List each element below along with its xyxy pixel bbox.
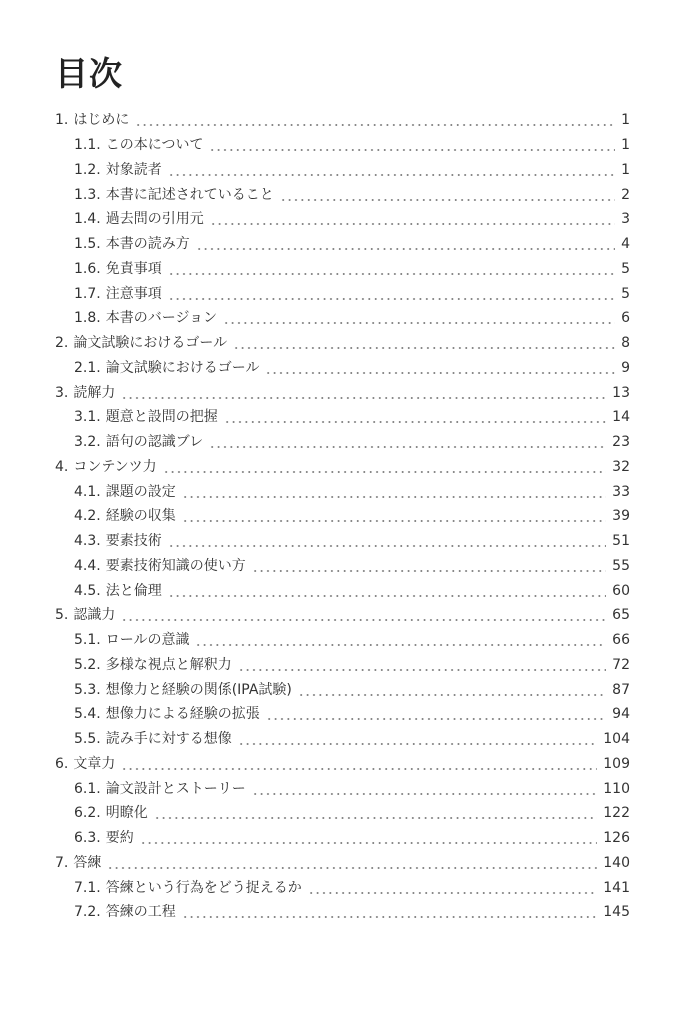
- toc-entry-number: 3.: [55, 384, 69, 401]
- toc-leader-dots: [121, 619, 606, 621]
- toc-entry-label: 本書の読み方: [105, 236, 190, 253]
- toc-section-entry[interactable]: [0, 578, 684, 603]
- toc-entry-page: 55: [612, 557, 630, 574]
- toc-entry-number: 1.8.: [74, 310, 101, 327]
- toc-entry-page: 126: [603, 830, 630, 847]
- toc-section-entry[interactable]: [0, 479, 684, 504]
- toc-entry-number: 1.5.: [74, 236, 101, 253]
- toc-section-entry[interactable]: [0, 306, 684, 331]
- toc-entry-number: 1.7.: [74, 285, 101, 302]
- toc-entry-page: 66: [612, 632, 630, 649]
- toc-section-entry[interactable]: [0, 776, 684, 801]
- toc-section-entry[interactable]: [0, 281, 684, 306]
- toc-section-entry[interactable]: [0, 801, 684, 826]
- toc-section-entry[interactable]: [0, 133, 684, 158]
- toc-entry-number: 5.4.: [74, 706, 101, 723]
- toc-entry-page: 9: [621, 359, 630, 376]
- toc-leader-dots: [154, 817, 598, 819]
- toc-entry-label: 対象読者: [105, 161, 162, 178]
- toc-entry-page: 5: [621, 285, 630, 302]
- toc-chapter-entry[interactable]: [0, 603, 684, 628]
- toc-entry-label: 答練: [73, 854, 102, 871]
- toc-entry-page: 1: [621, 137, 630, 154]
- toc-entry-number: 4.2.: [74, 508, 101, 525]
- toc-section-entry[interactable]: [0, 405, 684, 430]
- toc-section-entry[interactable]: [0, 504, 684, 529]
- toc-entry-number: 1.3.: [74, 186, 101, 203]
- toc-entry-number: 4.4.: [74, 557, 101, 574]
- toc-entry-label: 法と倫理: [105, 582, 162, 599]
- toc-leader-dots: [195, 644, 606, 646]
- toc-section-entry[interactable]: [0, 356, 684, 381]
- toc-entry-number: 1.4.: [74, 211, 101, 228]
- toc-entry-number: 7.1.: [74, 879, 101, 896]
- toc-entry-page: 2: [621, 186, 630, 203]
- toc-entry-number: 6.2.: [74, 805, 101, 822]
- toc-entry-page: 23: [612, 434, 630, 451]
- toc-entry-number: 3.1.: [74, 409, 101, 426]
- toc-leader-dots: [266, 718, 606, 720]
- toc-entry-number: 6.3.: [74, 830, 101, 847]
- toc-entry-page: 13: [612, 384, 630, 401]
- toc-entry-number: 5.3.: [74, 681, 101, 698]
- toc-entry-page: 110: [603, 780, 630, 797]
- toc-chapter-entry[interactable]: [0, 752, 684, 777]
- toc-entry-number: 6.1.: [74, 780, 101, 797]
- toc-leader-dots: [252, 570, 606, 572]
- toc-entry-label: 本書に記述されていること: [105, 186, 274, 203]
- toc-entry-label: 本書のバージョン: [105, 310, 218, 327]
- toc-entry-number: 2.: [55, 335, 69, 352]
- toc-entry-label: 論文試験におけるゴール: [73, 335, 228, 352]
- toc-entry-number: 2.1.: [74, 359, 101, 376]
- toc-leader-dots: [265, 372, 615, 374]
- toc-leader-dots: [196, 248, 615, 250]
- toc-entry-number: 7.: [55, 854, 69, 871]
- toc-leader-dots: [298, 694, 606, 696]
- toc-entry-number: 6.: [55, 755, 69, 772]
- toc-section-entry[interactable]: [0, 900, 684, 925]
- toc-leader-dots: [168, 273, 615, 275]
- toc-section-entry[interactable]: [0, 529, 684, 554]
- toc-section-entry[interactable]: [0, 232, 684, 257]
- toc-entry-page: 104: [603, 731, 630, 748]
- toc-entry-page: 39: [612, 508, 630, 525]
- toc-entry-page: 51: [612, 533, 630, 550]
- toc-entry-page: 65: [612, 607, 630, 624]
- toc-entry-number: 1.: [55, 112, 69, 129]
- toc-entry-page: 87: [612, 681, 630, 698]
- toc-entry-page: 33: [612, 483, 630, 500]
- toc-section-entry[interactable]: [0, 875, 684, 900]
- toc-entry-page: 72: [612, 656, 630, 673]
- toc-entry-number: 1.2.: [74, 161, 101, 178]
- toc-chapter-entry[interactable]: [0, 455, 684, 480]
- toc-leader-dots: [168, 545, 606, 547]
- toc-leader-dots: [223, 322, 615, 324]
- toc-entry-label: 語句の認識ブレ: [105, 434, 204, 451]
- toc-entry-page: 5: [621, 260, 630, 277]
- toc-entry-number: 4.3.: [74, 533, 101, 550]
- toc-entry-number: 5.5.: [74, 731, 101, 748]
- toc-section-entry[interactable]: [0, 182, 684, 207]
- toc-entry-page: 145: [603, 904, 630, 921]
- toc-section-entry[interactable]: [0, 430, 684, 455]
- toc-entry-label: 答練の工程: [105, 904, 176, 921]
- toc-leader-dots: [210, 223, 615, 225]
- toc-section-entry[interactable]: [0, 628, 684, 653]
- toc-leader-dots: [209, 446, 606, 448]
- toc-leader-dots: [238, 743, 598, 745]
- toc-entry-page: 8: [621, 335, 630, 352]
- toc-entry-page: 4: [621, 236, 630, 253]
- toc-section-entry[interactable]: [0, 257, 684, 282]
- toc-leader-dots: [182, 916, 598, 918]
- toc-leader-dots: [182, 496, 606, 498]
- toc-entry-label: 文章力: [73, 755, 116, 772]
- toc-section-entry[interactable]: [0, 677, 684, 702]
- toc-entry-label: 課題の設定: [105, 483, 176, 500]
- toc-chapter-entry[interactable]: [0, 108, 684, 133]
- toc-leader-dots: [238, 669, 606, 671]
- toc-entry-number: 4.1.: [74, 483, 101, 500]
- toc-entry-label: 想像力と経験の関係(IPA試験): [105, 681, 292, 698]
- toc-entry-page: 1: [621, 112, 630, 129]
- toc-entry-number: 5.: [55, 607, 69, 624]
- toc-entry-label: 多様な視点と解釈力: [105, 656, 232, 673]
- toc-leader-dots: [224, 421, 606, 423]
- toc-entry-label: 免責事項: [105, 260, 162, 277]
- table-of-contents: [0, 108, 684, 925]
- toc-leader-dots: [107, 867, 597, 869]
- toc-entry-page: 94: [612, 706, 630, 723]
- toc-entry-label: 要素技術知識の使い方: [105, 557, 246, 574]
- toc-entry-number: 4.: [55, 458, 69, 475]
- toc-entry-page: 122: [603, 805, 630, 822]
- toc-chapter-entry[interactable]: [0, 380, 684, 405]
- toc-entry-page: 14: [612, 409, 630, 426]
- toc-section-entry[interactable]: [0, 554, 684, 579]
- toc-section-entry[interactable]: [0, 207, 684, 232]
- toc-entry-number: 5.2.: [74, 656, 101, 673]
- toc-entry-label: 論文設計とストーリー: [105, 780, 246, 797]
- toc-leader-dots: [163, 471, 607, 473]
- toc-entry-label: 経験の収集: [105, 508, 176, 525]
- toc-entry-page: 140: [603, 854, 630, 871]
- toc-leader-dots: [135, 124, 615, 126]
- toc-section-entry[interactable]: [0, 653, 684, 678]
- toc-entry-label: 答練という行為をどう捉えるか: [105, 879, 302, 896]
- toc-leader-dots: [308, 892, 598, 894]
- toc-entry-label: 認識力: [73, 607, 116, 624]
- toc-leader-dots: [252, 793, 598, 795]
- toc-entry-number: 3.2.: [74, 434, 101, 451]
- toc-entry-page: 109: [603, 755, 630, 772]
- toc-entry-number: 5.1.: [74, 632, 101, 649]
- toc-entry-label: 読解力: [73, 384, 116, 401]
- toc-entry-page: 60: [612, 582, 630, 599]
- toc-entry-label: ロールの意識: [105, 632, 190, 649]
- toc-entry-label: 想像力による経験の拡張: [105, 706, 260, 723]
- toc-entry-label: はじめに: [73, 112, 130, 129]
- toc-section-entry[interactable]: [0, 702, 684, 727]
- toc-leader-dots: [182, 520, 606, 522]
- toc-leader-dots: [121, 397, 606, 399]
- toc-entry-label: コンテンツ力: [73, 458, 157, 475]
- page-title: 目次: [55, 54, 123, 93]
- toc-leader-dots: [168, 174, 615, 176]
- toc-entry-number: 4.5.: [74, 582, 101, 599]
- toc-entry-label: 注意事項: [105, 285, 162, 302]
- toc-leader-dots: [209, 149, 615, 151]
- toc-entry-label: 題意と設問の把握: [105, 409, 218, 426]
- toc-leader-dots: [121, 768, 597, 770]
- toc-leader-dots: [233, 347, 615, 349]
- toc-entry-page: 3: [621, 211, 630, 228]
- toc-entry-label: 読み手に対する想像: [105, 731, 232, 748]
- toc-leader-dots: [280, 199, 615, 201]
- toc-entry-label: 過去問の引用元: [105, 211, 204, 228]
- toc-chapter-entry[interactable]: [0, 851, 684, 876]
- toc-section-entry[interactable]: [0, 727, 684, 752]
- toc-entry-number: 1.1.: [74, 137, 101, 154]
- toc-entry-number: 7.2.: [74, 904, 101, 921]
- toc-leader-dots: [140, 842, 598, 844]
- toc-entry-number: 1.6.: [74, 260, 101, 277]
- toc-entry-label: この本について: [105, 137, 204, 154]
- toc-section-entry[interactable]: [0, 826, 684, 851]
- toc-leader-dots: [168, 298, 615, 300]
- toc-entry-page: 32: [612, 458, 630, 475]
- toc-entry-label: 論文試験におけるゴール: [105, 359, 260, 376]
- toc-entry-label: 要約: [105, 830, 134, 847]
- toc-entry-label: 明瞭化: [105, 805, 148, 822]
- toc-section-entry[interactable]: [0, 158, 684, 183]
- toc-entry-page: 141: [603, 879, 630, 896]
- toc-chapter-entry[interactable]: [0, 331, 684, 356]
- toc-leader-dots: [168, 595, 606, 597]
- toc-entry-page: 1: [621, 161, 630, 178]
- toc-entry-label: 要素技術: [105, 533, 162, 550]
- toc-entry-page: 6: [621, 310, 630, 327]
